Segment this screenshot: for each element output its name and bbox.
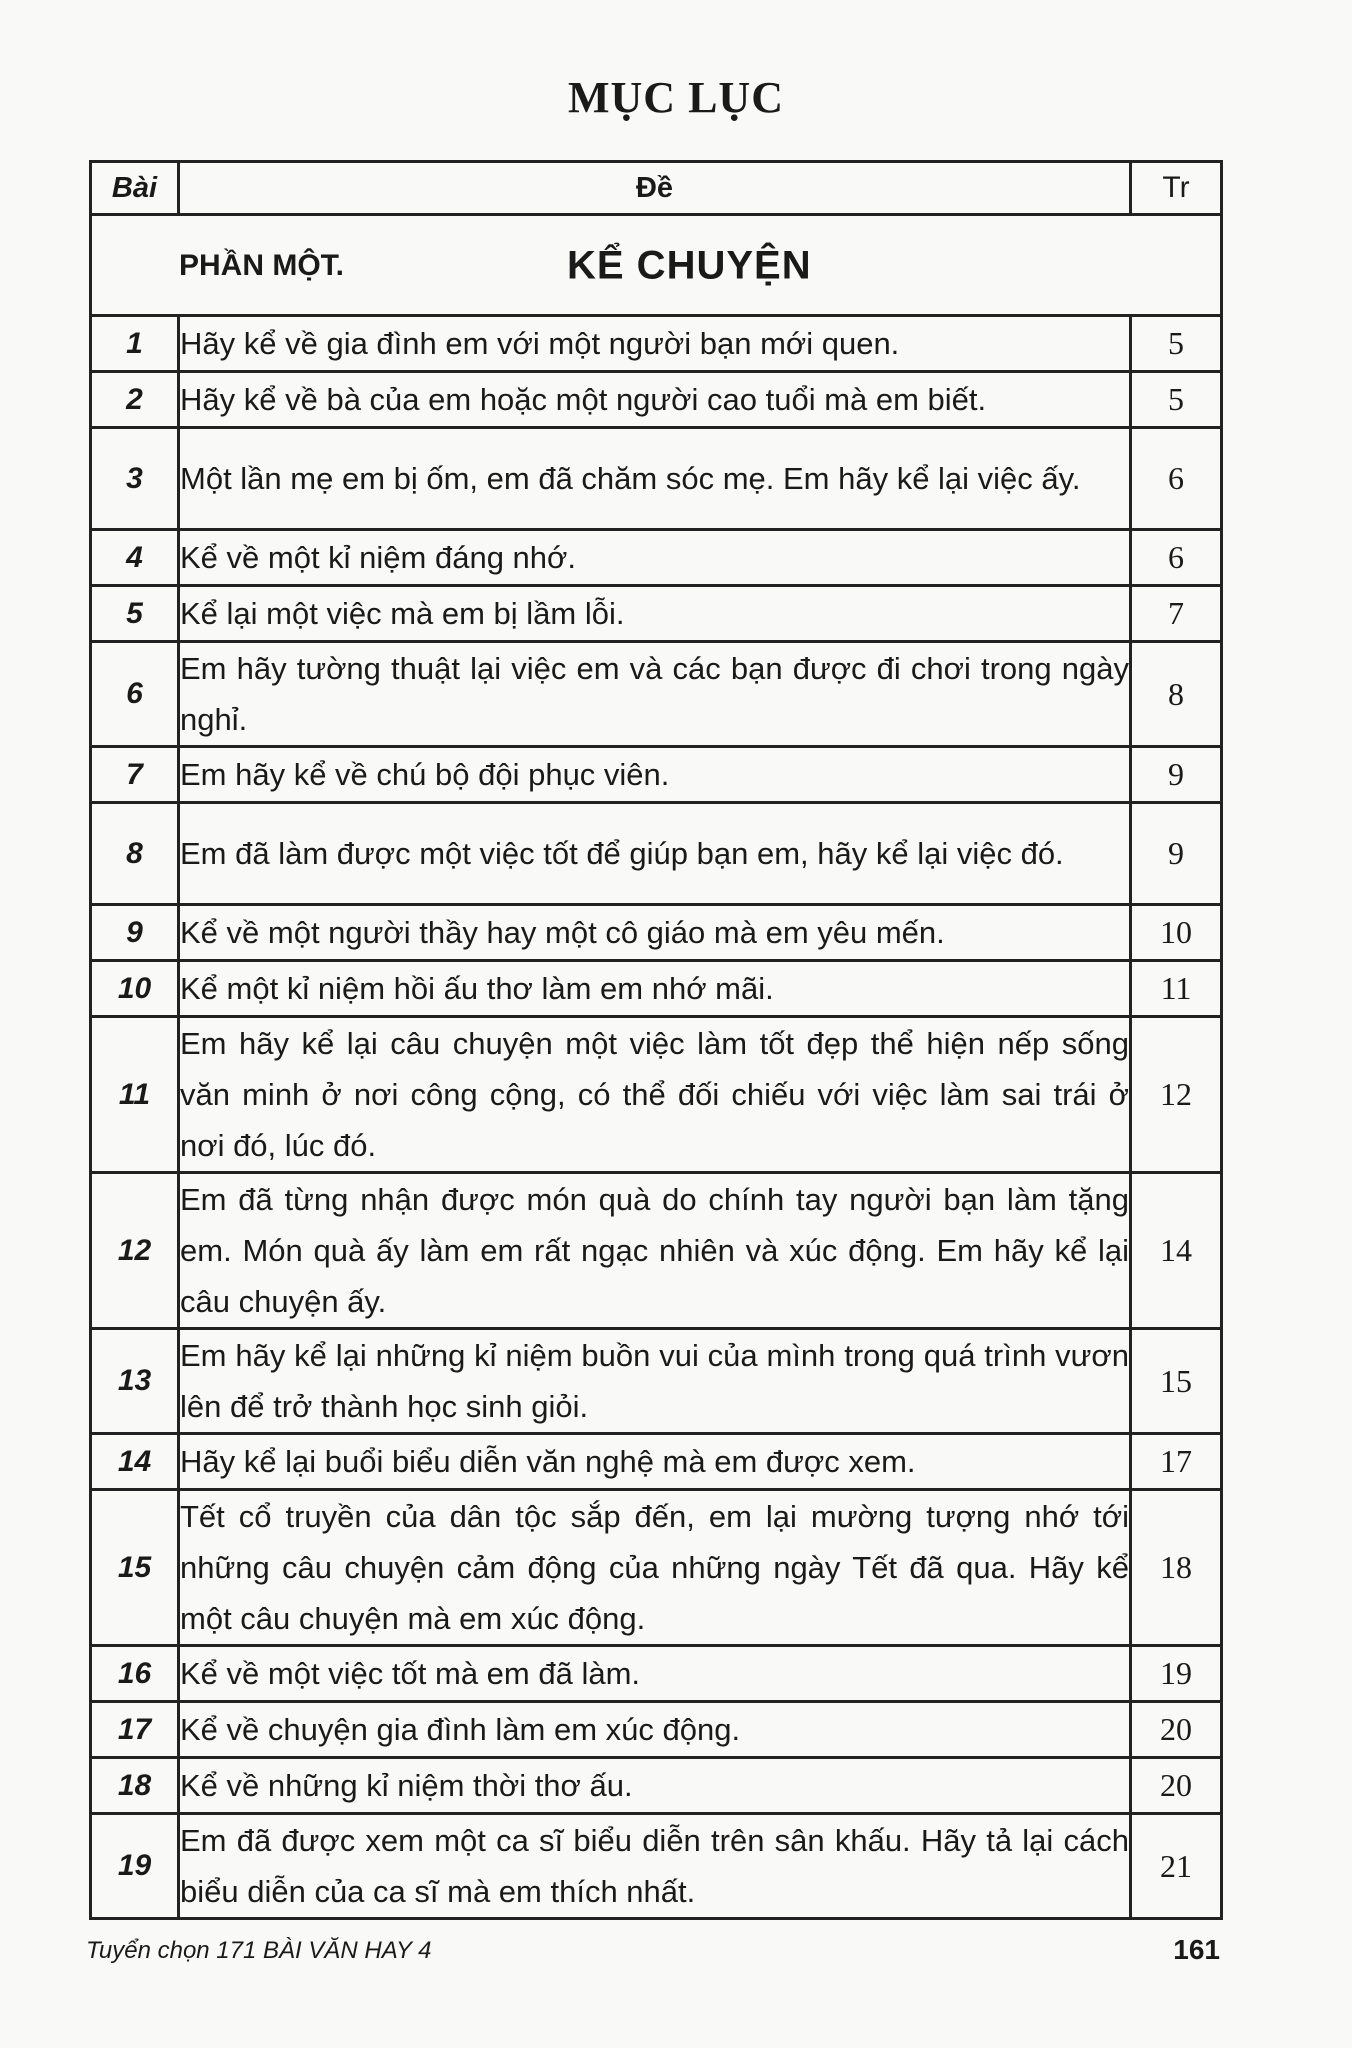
lesson-number: 14 [91, 1434, 179, 1490]
table-row [91, 428, 1222, 530]
lesson-page: 17 [1131, 1434, 1222, 1490]
lesson-title: Kể về những kỉ niệm thời thơ ấu. [179, 1758, 1131, 1814]
lesson-page: 18 [1131, 1490, 1222, 1646]
header-topic: Đề [179, 162, 1131, 215]
lesson-page: 7 [1131, 586, 1222, 642]
lesson-number: 4 [91, 530, 179, 586]
lesson-page: 15 [1131, 1329, 1222, 1434]
table-row [91, 1017, 1222, 1173]
lesson-page: 5 [1131, 316, 1222, 372]
table-row [91, 316, 1222, 372]
lesson-number: 12 [91, 1173, 179, 1329]
table-row [91, 747, 1222, 803]
lesson-title: Kể về một việc tốt mà em đã làm. [179, 1646, 1131, 1702]
lesson-title: Kể về một người thầy hay một cô giáo mà em yêu mến. [179, 905, 1131, 961]
lesson-number: 19 [91, 1814, 179, 1919]
lesson-number: 8 [91, 803, 179, 905]
lesson-title: Hãy kể về gia đình em với một người bạn mới quen. [179, 316, 1131, 372]
table-row [91, 905, 1222, 961]
lesson-number: 1 [91, 316, 179, 372]
lesson-page: 6 [1131, 530, 1222, 586]
table-row [91, 642, 1222, 747]
lesson-number: 10 [91, 961, 179, 1017]
lesson-title: Một lần mẹ em bị ốm, em đã chăm sóc mẹ. Em hãy kể lại việc ấy. [179, 428, 1131, 530]
section-name: KỂ CHUYỆN [567, 243, 812, 288]
table-row [91, 803, 1222, 905]
lesson-title: Em đã được xem một ca sĩ biểu diễn trên sân khấu. Hãy tả lại cách biểu diễn của ca sĩ mà em thích nhất. [179, 1814, 1131, 1919]
lesson-number: 16 [91, 1646, 179, 1702]
lesson-page: 20 [1131, 1702, 1222, 1758]
lesson-title: Kể về một kỉ niệm đáng nhớ. [179, 530, 1131, 586]
table-of-contents [89, 160, 1223, 1920]
section-row [91, 215, 1222, 316]
lesson-title: Hãy kể về bà của em hoặc một người cao tuổi mà em biết. [179, 372, 1131, 428]
table-row [91, 372, 1222, 428]
section-cell [91, 215, 1222, 316]
lesson-number: 9 [91, 905, 179, 961]
lesson-title: Hãy kể lại buổi biểu diễn văn nghệ mà em được xem. [179, 1434, 1131, 1490]
header-lesson-number: Bài [91, 162, 179, 215]
lesson-title: Em đã làm được một việc tốt để giúp bạn em, hãy kể lại việc đó. [179, 803, 1131, 905]
lesson-number: 7 [91, 747, 179, 803]
lesson-number: 6 [91, 642, 179, 747]
lesson-title: Kể về chuyện gia đình làm em xúc động. [179, 1702, 1131, 1758]
footer-book-title: Tuyển chọn 171 BÀI VĂN HAY 4 [86, 1937, 432, 1964]
lesson-number: 15 [91, 1490, 179, 1646]
lesson-title: Tết cổ truyền của dân tộc sắp đến, em lại mường tượng nhớ tới những câu chuyện cảm động của những ngày Tết đã qua. Hãy kể một câu chuyện mà em xúc động. [179, 1490, 1131, 1646]
lesson-page: 19 [1131, 1646, 1222, 1702]
lesson-page: 5 [1131, 372, 1222, 428]
lesson-number: 5 [91, 586, 179, 642]
lesson-number: 2 [91, 372, 179, 428]
lesson-page: 12 [1131, 1017, 1222, 1173]
table-row [91, 1646, 1222, 1702]
lesson-title: Kể lại một việc mà em bị lầm lỗi. [179, 586, 1131, 642]
lesson-page: 21 [1131, 1814, 1222, 1919]
table-row [91, 530, 1222, 586]
lesson-page: 9 [1131, 803, 1222, 905]
lesson-page: 20 [1131, 1758, 1222, 1814]
table-row [91, 1173, 1222, 1329]
lesson-page: 8 [1131, 642, 1222, 747]
table-row [91, 1702, 1222, 1758]
lesson-page: 14 [1131, 1173, 1222, 1329]
table-row [91, 1814, 1222, 1919]
lesson-number: 11 [91, 1017, 179, 1173]
table-row [91, 586, 1222, 642]
lesson-number: 13 [91, 1329, 179, 1434]
table-row [91, 961, 1222, 1017]
table-row [91, 1758, 1222, 1814]
lesson-page: 10 [1131, 905, 1222, 961]
lesson-title: Em hãy kể về chú bộ đội phục viên. [179, 747, 1131, 803]
lesson-number: 17 [91, 1702, 179, 1758]
page-title: MỤC LỤC [568, 73, 784, 122]
lesson-number: 3 [91, 428, 179, 530]
lesson-page: 6 [1131, 428, 1222, 530]
lesson-number: 18 [91, 1758, 179, 1814]
lesson-title: Em đã từng nhận được món quà do chính tay người bạn làm tặng em. Món quà ấy làm em rất ngạc nhiên và xúc động. Em hãy kể lại câu chuyện ấy. [179, 1173, 1131, 1329]
table-row [91, 1434, 1222, 1490]
table-row [91, 1329, 1222, 1434]
lesson-page: 9 [1131, 747, 1222, 803]
lesson-page: 11 [1131, 961, 1222, 1017]
header-row [91, 162, 1222, 215]
lesson-title: Em hãy kể lại câu chuyện một việc làm tốt đẹp thể hiện nếp sống văn minh ở nơi công cộng, có thể đối chiếu với việc làm sai trái ở nơi đó, lúc đó. [179, 1017, 1131, 1173]
section-label: PHẦN MỘT. [179, 249, 344, 282]
footer-page-number: 161 [1173, 1934, 1220, 1965]
table-row [91, 1490, 1222, 1646]
header-page: Tr [1131, 162, 1222, 215]
lesson-title: Kể một kỉ niệm hồi ấu thơ làm em nhớ mãi. [179, 961, 1131, 1017]
lesson-title: Em hãy tường thuật lại việc em và các bạn được đi chơi trong ngày nghỉ. [179, 642, 1131, 747]
lesson-title: Em hãy kể lại những kỉ niệm buồn vui của mình trong quá trình vươn lên để trở thành học sinh giỏi. [179, 1329, 1131, 1434]
